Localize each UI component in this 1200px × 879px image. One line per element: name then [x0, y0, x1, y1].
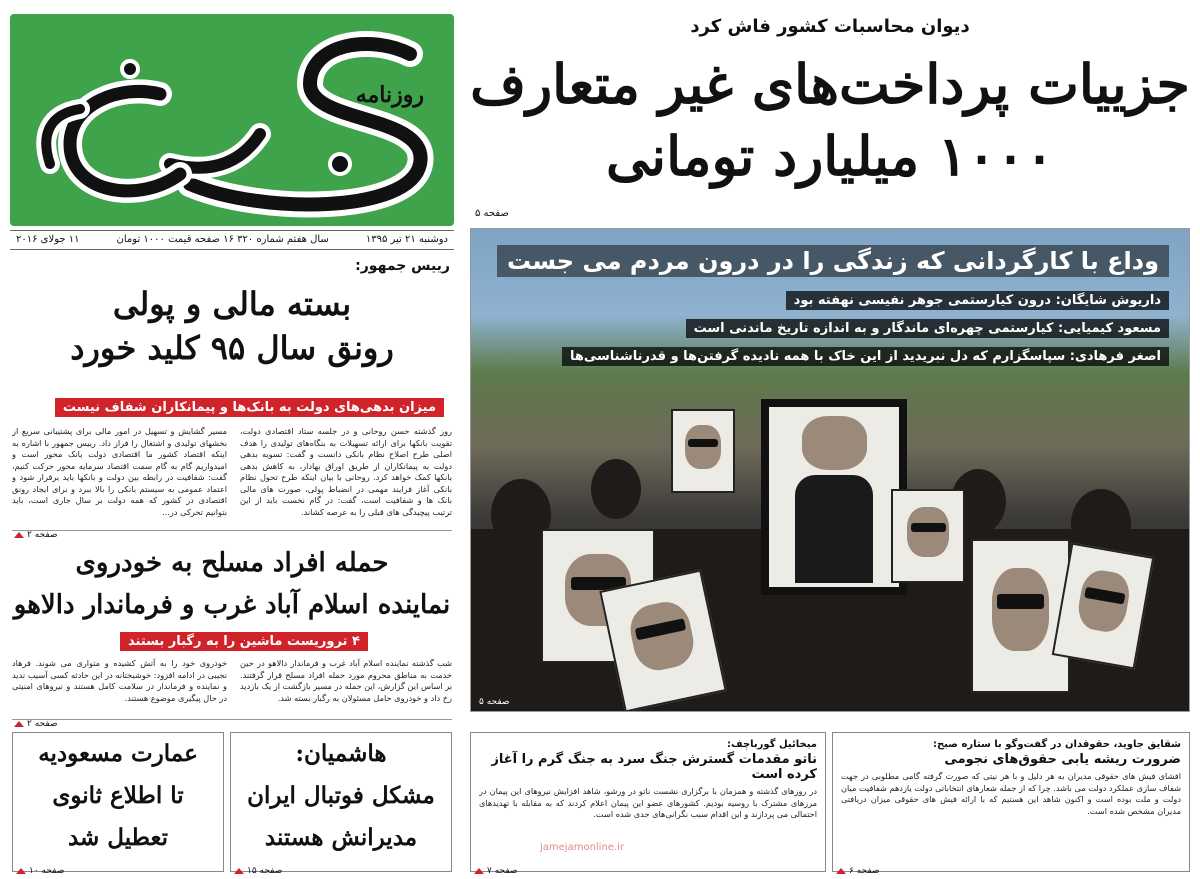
gorbachev-byline: میخائیل گورباچف: [727, 739, 817, 750]
top-story-kicker: دیوان محاسبات کشور فاش کرد [690, 16, 970, 37]
dateline-date-en: ۱۱ جولای ۲۰۱۶ [16, 234, 80, 245]
javid-article[interactable] [832, 732, 1190, 872]
poster [891, 489, 965, 583]
dateline-date-fa: دوشنبه ۲۱ تیر ۱۳۹۵ [365, 234, 448, 245]
triangle-icon [14, 532, 24, 538]
bottom-box-line2: تا اطلاع ثانوی [52, 782, 184, 809]
masthead-subtitle: روزنامه [355, 82, 424, 108]
bottom-box-line1: عمارت مسعودیه [38, 740, 198, 767]
photo-page-ref: صفحه ۵ [479, 697, 510, 707]
bottom-box-line3: مدیرانش هستند [264, 824, 418, 851]
left-story-page-ref: صفحه ۲ [27, 530, 58, 540]
photo-crowd-figure [591, 459, 641, 519]
javid-headline: ضرورت ریشه یابی حقوق‌های نجومی [944, 752, 1181, 767]
gorbachev-page-ref-link[interactable] [474, 866, 518, 876]
portrait-poster [761, 399, 907, 595]
poster [671, 409, 735, 493]
poster [971, 539, 1070, 693]
masthead-logo [10, 14, 454, 226]
javid-byline: شقایق جاوید، حقوقدان در گفت‌وگو با ستاره صبح: [933, 739, 1181, 750]
top-story-page-ref: صفحه ۵ [475, 208, 509, 219]
left-story-subhead: میزان بدهی‌های دولت به بانک‌ها و پیمانکاران شفاف نیست [55, 398, 444, 417]
dateline-details: سال هفتم شماره ۳۲۰ ۱۶ صفحه قیمت ۱۰۰۰ تومان [116, 234, 329, 245]
gorbachev-page-ref: صفحه ۷ [487, 866, 518, 876]
triangle-icon [14, 721, 24, 727]
gorbachev-article[interactable] [470, 732, 826, 872]
left-story-body-right: روز گذشته حسن روحانی و در جلسه ستاد اقتصادی دولت، تقویت بانکها برای ارائه تسهیلات به بنگاه‌های تولیدی را هدف اصلی طرح اصلاح نظام بانکی دانست و گفت: تسویه بدهی دولت به پیمانکاران از طریق اوراق بهادار، به کاهش بدهی بانکها کمک خواهد کرد. روحانی با بیان اینکه طرح تحول نظام بانکی آغاز فرایند مهمی در انضباط پولی، صورت های مالی بانک ها و شفافیت است، گفت: در گام نخست باید از این ترتیب پیچیدگی های قبلی را به عرصه کشاند. [240, 426, 452, 517]
left-story-headline-line1: بسته مالی و پولی [112, 285, 352, 323]
javid-page-ref: صفحه ۶ [849, 866, 880, 876]
second-story-headline-line1[interactable]: حمله افراد مسلح به خودروی [75, 548, 389, 578]
second-story-subhead: ۴ تروریست ماشین را به رگبار بستند [120, 632, 368, 651]
triangle-icon [234, 868, 244, 874]
bottom-box-hashemian[interactable] [230, 732, 452, 872]
watermark-text: jamejamonline.ir [540, 842, 625, 853]
bottom-box-masoudieh[interactable] [12, 732, 224, 872]
dateline [10, 230, 454, 250]
second-story-body-left: خودروی خود را به آتش کشیده و متواری می شوند. فرهاد نجیبی در ادامه افزود: خوشبختانه در این حادثه کسی آسیب ندید و نماینده و فرماندار در سلامت کامل هستند و نیروهای امنیتی در حال پیگیری موضوع هستند. [12, 658, 227, 703]
funeral-photo[interactable] [470, 228, 1190, 712]
left-story-headline[interactable] [12, 282, 452, 370]
bottom-box-line3: تعطیل شد [67, 824, 169, 851]
triangle-icon [836, 868, 846, 874]
bottom-box-line2: مشکل فوتبال ایران [247, 782, 435, 809]
left-story-body-left: مسیر گشایش و تسهیل در امور مالی برای پشتیبانی سریع از بخشهای تولیدی و اشتغال را فراز داد. رییس جمهور با اشاره به اینکه اقتصاد کشور ما اقتصادی دولت بانک محور است و امیدواریم گام به گام سمت اقتصاد سرمایه محور حرکت کنیم، گفت: شفافیت در رابطه بین دولت و بانکها باید برقرار شود و اعتماد عمومی به سیستم بانکی را بالا ببرد و برای ایجاد رونق اقتصادی در کشور که همه دولت بر سال جاری است، باید بتوانیم تحرکی در... [12, 426, 227, 517]
left-story-kicker: رییس جمهور: [355, 258, 450, 274]
bottom-box-page-ref: صفحه ۱۵ [247, 866, 283, 876]
photo-quote-1: داریوش شایگان: درون کیارستمی جوهر نفیسی نهفته بود [786, 291, 1169, 310]
divider [12, 530, 452, 531]
top-story-headline-line2: ۱۰۰۰ میلیارد تومانی [606, 124, 1054, 188]
gorbachev-headline: ناتو مقدمات گسترش جنگ سرد به جنگ گرم را آغاز کرده است [491, 752, 817, 782]
second-story-headline-line2[interactable]: نماینده اسلام آباد غرب و فرماندار دالاهو [13, 590, 451, 620]
second-story-page-ref-link[interactable] [14, 719, 58, 729]
bottom-box-line1: هاشمیان: [295, 740, 387, 767]
triangle-icon [16, 868, 26, 874]
gorbachev-body: در روزهای گذشته و همزمان با برگزاری نشست ناتو در ورشو، شاهد افزایش نیروهای این پیمان در مرزهای مشترک با روسیه بودیم. کشورهای عضو این پیمان اعلام کردند که به مقابله با تهدیدهای احتمالی می پردازند و این اقدام سبب نگرانی‌های جدی شده است. [479, 786, 817, 819]
left-story-page-ref-link[interactable] [14, 530, 58, 540]
top-story-headline[interactable] [470, 48, 1190, 192]
javid-page-ref-link[interactable] [836, 866, 880, 876]
left-story-headline-line2: رونق سال ۹۵ کلید خورد [70, 329, 394, 367]
bottom-box-page-ref-link[interactable] [16, 866, 64, 876]
photo-story-headline: وداع با کارگردانی که زندگی را در درون مردم می جست [497, 245, 1169, 277]
photo-quote-3: اصغر فرهادی: سپاسگزارم که دل نبریدید از این خاک با همه نادیده گرفتن‌ها و قدرناشناسی‌ها [562, 347, 1169, 366]
second-story-page-ref: صفحه ۲ [27, 719, 58, 729]
photo-quote-2: مسعود کیمیایی: کیارستمی چهره‌ای ماندگار و به اندازه تاریخ ماندنی است [686, 319, 1169, 338]
javid-body: افشای فیش های حقوقی مدیران به هر دلیل و با هر نیتی که صورت گرفته گامی مطلوبی در جهت شفاف سازی عملکرد دولت می باشد. چرا که از جمله شعارهای انتخاباتی دولت یازدهم شفافیت میان دولت و ملت بوده است و اکنون شاهد این هستیم که با ارائه فیش های حقوقی میزان دریافتی مدیران مشخص شده است. [841, 771, 1181, 816]
divider [12, 719, 452, 720]
masthead [10, 14, 454, 226]
bottom-box-page-ref-link[interactable] [234, 866, 282, 876]
second-story-body-right: شب گذشته نماینده اسلام آباد غرب و فرماندار دالاهو در حین خدمت به مناطق محروم مورد حمله افراد مسلح قرار گرفتند. بر اساس این گزارش، این حمله در مسیر بازگشت از یک بازدید رخ داد و خودروی حامل مسئولان به رگبار بسته شد. [240, 658, 452, 703]
bottom-box-page-ref: صفحه ۱۰ [29, 866, 65, 876]
triangle-icon [474, 868, 484, 874]
top-story-headline-line1: جزییات پرداخت‌های غیر متعارف [470, 52, 1190, 116]
